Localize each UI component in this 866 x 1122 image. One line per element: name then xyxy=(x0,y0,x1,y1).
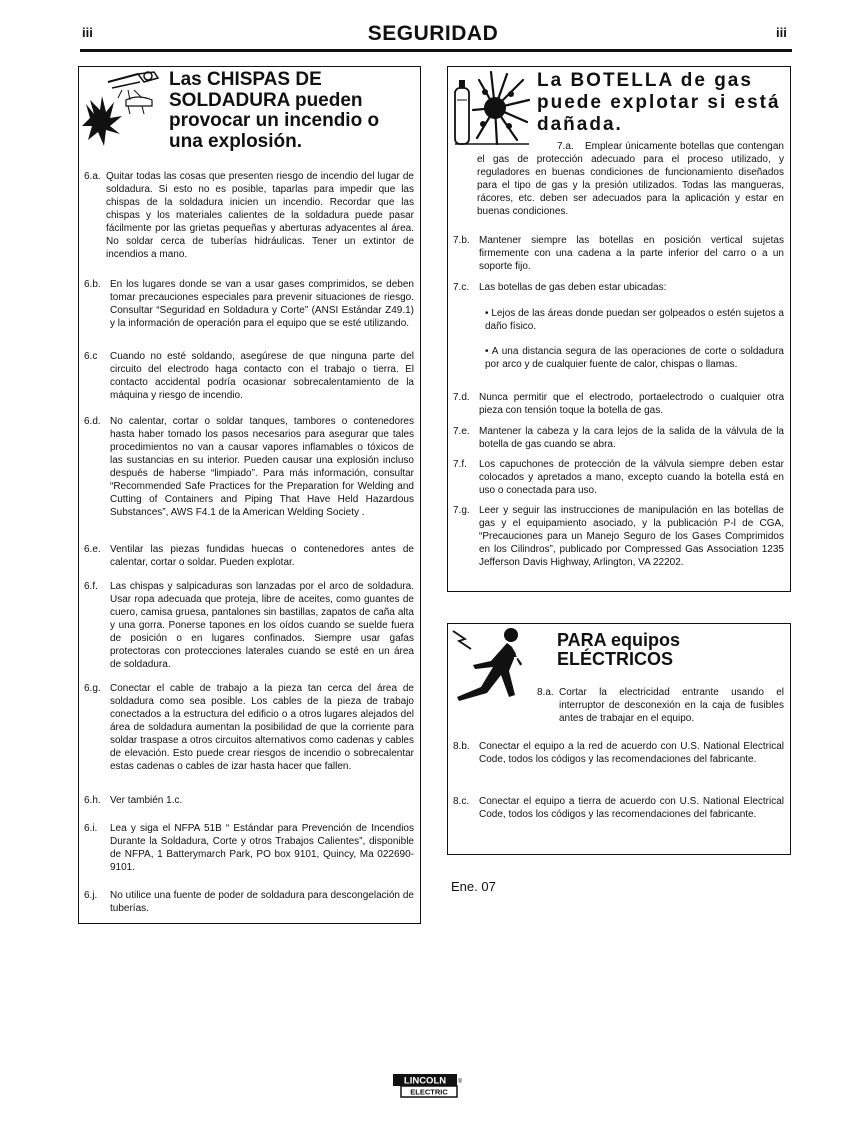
gas-item-7c: 7.c. Las botellas de gas deben estar ubicadas: xyxy=(453,282,667,293)
gas-item-7e: 7.e. Mantener la cabeza y la cara lejos de la salida de la válvula de la botella de gas cuando se abra. xyxy=(453,426,784,450)
sparks-item-6i: 6.i. Lea y siga el NFPA 51B “ Estándar para Prevención de Incendios Durante la Soldadura, Corte y otros Trabajos Calientes”, disponible de NFPA, 1 Batterymarch Park, PO box 9101, Quincy, Ma 022690-9101. xyxy=(84,823,414,873)
page-title: SEGURIDAD xyxy=(367,22,499,45)
sparks-item-6b: 6.b. En los lugares donde se van a usar gases comprimidos, se deben tomar precauciones especiales para prevenir situaciones de riesgo. Consultar “Seguridad en Soldadura y Corte” (ANSI Estándar Z49.1) y la información de operación para el equipo que se esté utilizando. xyxy=(84,279,414,329)
sparks-heading: Las CHISPAS DE SOLDADURA pueden provocar un incendio o una explosión. xyxy=(169,69,380,152)
page-number-left: iii xyxy=(82,25,93,40)
sparks-item-6c: 6.c Cuando no esté soldando, asegúrese de que ninguna parte del circuito del electrodo haga contacto con el trabajo o tierra. El contacto accidental podría ocasionar sobrecalentamiento de la máquina y riesgo de incendio. xyxy=(84,351,414,401)
electric-shock-icon xyxy=(451,627,533,705)
gas-item-7c-bullet-1: • Lejos de las áreas donde puedan ser golpeados o estén sujetos a daño físico. xyxy=(485,308,784,332)
sparks-item-6j: 6.j. No utilice una fuente de poder de soldadura para descongelación de tuberías. xyxy=(84,890,414,914)
logo-top-text: LINCOLN xyxy=(403,1075,447,1087)
gas-item-7a: 7.a. Emplear únicamente botellas que contengan el gas de protección adecuado para el proceso utilizado, y reguladores en buenas condiciones de funcionamiento diseñados para el tipo de gas y la presión utilizados. Todas las mangueras, rácores, etc. deben ser adecuados para la aplicación y estar en buenas condiciones. xyxy=(477,141,784,217)
page-number-right: iii xyxy=(776,25,787,40)
revision-date: Ene. 07 xyxy=(451,879,496,894)
sparks-item-6e: 6.e. Ventilar las piezas fundidas huecas o contenedores antes de calentar, cortar o soldar. Pueden explotar. xyxy=(84,544,414,568)
sparks-item-6f: 6.f. Las chispas y salpicaduras son lanzadas por el arco de soldadura. Usar ropa adecuada que proteja, libre de aceites, como guantes de cuero, camisa gruesa, pantalones sin bastillas, zapatos de caña alta y una gorra. Ponerse tapones en los oídos cuando se suelde fuera de posición o en lugares confinados. Siempre usar gafas protectoras con protecciones laterales cuando se esté en un área de soldadura. xyxy=(84,581,414,670)
sparks-item-6h: 6.h. Ver también 1.c. xyxy=(84,795,183,806)
lincoln-electric-logo xyxy=(393,1074,465,1098)
electrical-item-8c: 8.c. Conectar el equipo a tierra de acuerdo con U.S. National Electrical Code, todos los códigos y las recomendaciones del fabricante. xyxy=(453,796,784,820)
electrical-heading: PARA equipos ELÉCTRICOS xyxy=(557,630,681,670)
sparks-item-6d: 6.d. No calentar, cortar o soldar tanques, tambores o contenedores hasta haber tomado los pasos necesarios para asegurar que tales procedimientos no van a causar vapores inflamables o tóxicos de las sustancias en su interior. Pueden causar una explosión incluso después de haberse “limpiado”. Para más información, consultar “Recommended Safe Practices for the Preparation for Welding and Cutting of Containers and Piping That Have Held Hazardous Substances”, AWS F4.1 de la American Welding Society . xyxy=(84,416,414,518)
sparks-item-6g: 6.g. Conectar el cable de trabajo a la pieza tan cerca del área de soldadura como sea posible. Los cables de la pieza de trabajo conectados a la estructura del edificio o a otros lugares alejados del área de soldadura aumentan la posibilidad de que la corriente para soldar traspase a otros circuitos alternativos como cadenas y cables de elevación. Esto puede crear riesgos de incendio o sobrecalentar estas cadenas o cables de izar hasta hacer que fallen. xyxy=(84,683,414,772)
header-rule xyxy=(80,49,792,52)
welding-sparks-explosion-icon xyxy=(82,70,164,150)
gas-heading: La BOTELLA de gas puede explotar si está dañada. xyxy=(537,70,781,136)
gas-item-7f: 7.f. Los capuchones de protección de la válvula siempre deben estar colocados y apretados a mano, excepto cuando la botella está en uso o conectada para uso. xyxy=(453,459,784,496)
logo-bottom-text: ELECTRIC xyxy=(410,1087,448,1097)
gas-item-7b: 7.b. Mantener siempre las botellas en posición vertical sujetas firmemente con una cadena a la parte inferior del carro o a un soporte fijo. xyxy=(453,235,784,272)
gas-item-7g: 7.g. Leer y seguir las instrucciones de manipulación en las botellas de gas y el equipamiento asociado, y la publicación P-l de CGA, “Precauciones para un Manejo Seguro de los Gases Comprimidos en los Cilindros”, publicado por Compressed Gas Association 1235 Jefferson Davis Highway, Arlington, VA 22202. xyxy=(453,505,784,568)
gas-cylinder-explosion-icon xyxy=(451,70,531,146)
electrical-item-8a: 8.a. Cortar la electricidad entrante usando el interruptor de desconexión en la caja de fusibles antes de trabajar en el equipo. xyxy=(537,687,784,724)
sparks-item-6a: 6.a. Quitar todas las cosas que presenten riesgo de incendio del lugar de soldadura. Si esto no es posible, taparlas para impedir que las chispas de la soldadura inicien un incendio. Recordar que las chispas y los materiales calientes de la soldadura puede pasar fácilmente por las grietas pequeñas y aberturas adyacentes al área. No soldar cerca de tuberías hidráulicas. Tener un extintor de incendios a mano. xyxy=(84,171,414,260)
logo-registered: ® xyxy=(457,1079,463,1085)
gas-item-7c-bullet-2: • A una distancia segura de las operaciones de corte o soldadura por arco y de cualquier fuente de calor, chispas o llamas. xyxy=(485,346,784,370)
gas-item-7d: 7.d. Nunca permitir que el electrodo, portaelectrodo o cualquier otra pieza con tensión toque la botella de gas. xyxy=(453,392,784,416)
electrical-item-8b: 8.b. Conectar el equipo a la red de acuerdo con U.S. National Electrical Code, todos los códigos y las recomendaciones del fabricante. xyxy=(453,741,784,765)
